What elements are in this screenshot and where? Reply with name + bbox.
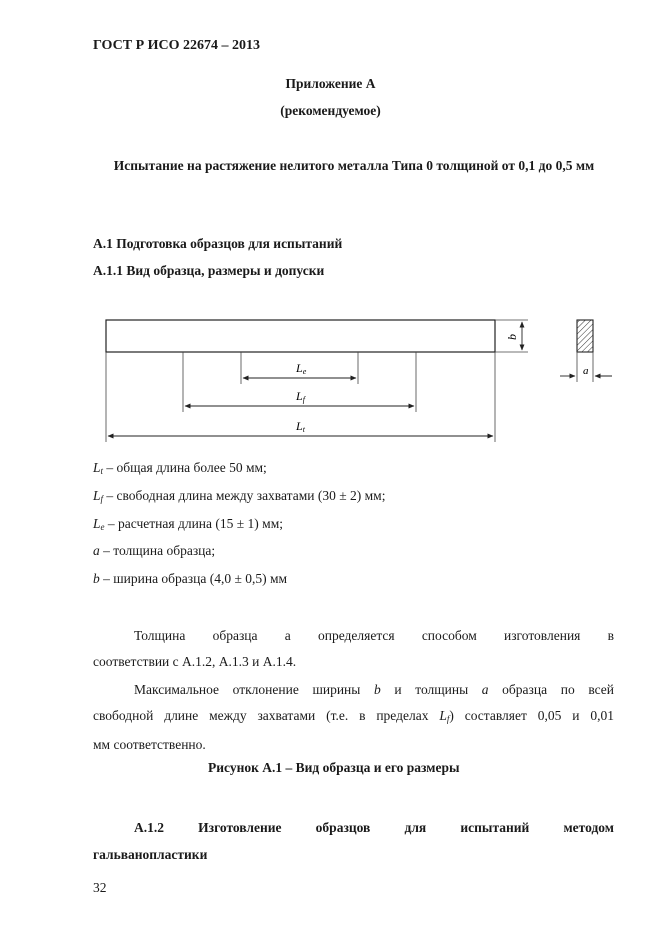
specimen-outline <box>106 320 495 352</box>
lf-label: Lf <box>296 389 305 404</box>
legend-item: b – ширина образца (4,0 ± 0,5) мм <box>93 571 288 586</box>
section-heading: А.1 Подготовка образцов для испытаний <box>93 236 343 251</box>
legend-item: $L_e$ – расчетная длина (15 ± 1) мм; <box>93 516 283 532</box>
lt-label: Lt <box>296 419 305 434</box>
page-number: 32 <box>93 880 107 895</box>
main-title: Испытание на растяжение нелитого металла Типа 0 толщиной от 0,1 до 0,5 мм <box>113 158 595 173</box>
b-label: b <box>505 334 519 340</box>
subsection-heading: А.1.1 Вид образца, размеры и допуски <box>93 263 325 278</box>
legend-item: a – толщина образца; <box>93 543 216 558</box>
legend-item: $L_t$ – общая длина более 50 мм; <box>93 460 267 476</box>
next-section-heading: А.1.2 Изготовление образцов для испытаний методом гальванопластики <box>93 820 614 862</box>
appendix-status: (рекомендуемое) <box>280 103 381 118</box>
appendix-title: Приложение А <box>285 76 376 91</box>
document-header: ГОСТ Р ИСО 22674 – 2013 <box>93 38 261 53</box>
specimen-figure <box>0 0 661 460</box>
paragraph-thickness: Толщина образца a определяется способом изготовления в соответствии с А.1.2, А.1.3 и А.1.4. <box>93 628 614 669</box>
legend-item: $L_f$ – свободная длина между захватами (30 ± 2) мм; <box>93 488 386 504</box>
le-label: Le <box>296 361 307 376</box>
cross-section <box>577 320 593 352</box>
paragraph-deviation: Максимальное отклонение ширины b и толщины a образца по всей свободной длине между захватами (т.е. в пределах $L_f$) составляет 0,05 и 0,01 мм соответственно. <box>93 682 614 752</box>
a-label: a <box>583 365 589 377</box>
figure-caption: Рисунок А.1 – Вид образца и его размеры <box>208 760 460 775</box>
